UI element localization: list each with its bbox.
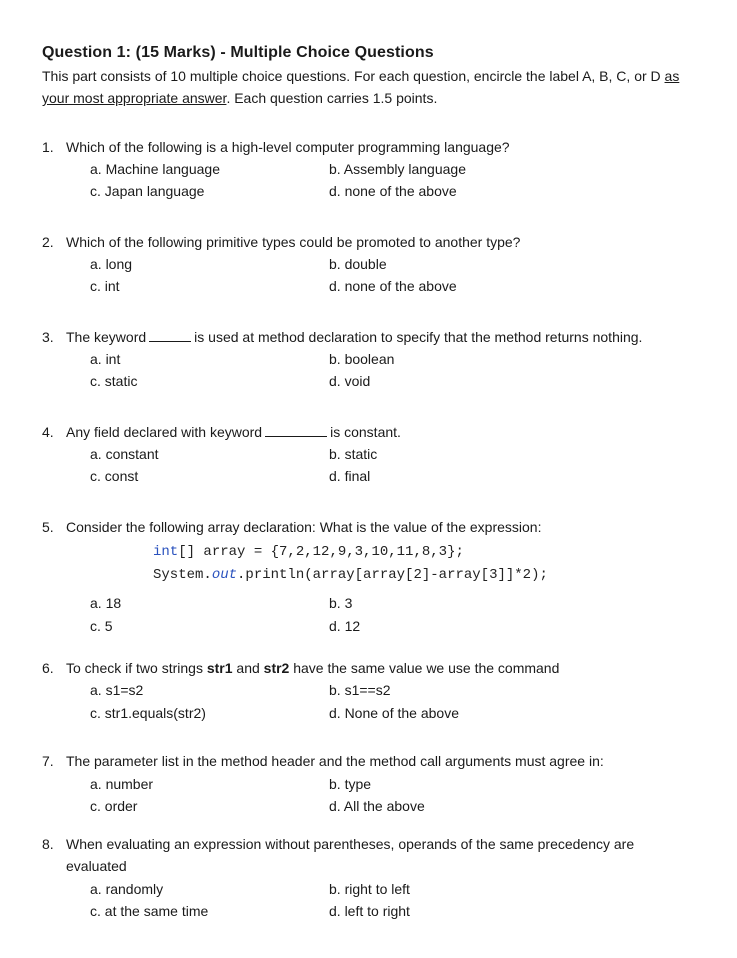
option-c[interactable]: c. const bbox=[90, 468, 139, 484]
option-a[interactable]: a. randomly bbox=[90, 881, 164, 897]
question-text: Consider the following array declaration: What is the value of the expression: bbox=[66, 519, 542, 535]
option-d[interactable]: d. none of the above bbox=[329, 183, 457, 199]
question-text-part: and bbox=[232, 660, 264, 676]
question-text-before: The keyword bbox=[66, 329, 147, 345]
question-number: 1. bbox=[42, 139, 54, 155]
code-text: System. bbox=[153, 567, 212, 583]
question-3 bbox=[42, 326, 702, 389]
question-text-after: is used at method declaration to specify that the method returns nothing. bbox=[194, 329, 643, 345]
option-d[interactable]: d. left to right bbox=[329, 903, 410, 919]
question-number: 2. bbox=[42, 234, 54, 250]
question-text: Which of the following is a high-level computer programming language? bbox=[66, 139, 510, 155]
code-text: [] array = {7,2,12,9,3,10,11,8,3}; bbox=[178, 544, 464, 560]
option-a[interactable]: a. int bbox=[90, 351, 121, 367]
section-title: Question 1: (15 Marks) - Multiple Choice Questions bbox=[42, 44, 434, 61]
option-c[interactable]: c. Japan language bbox=[90, 183, 205, 199]
option-d[interactable]: d. void bbox=[329, 373, 371, 389]
code-text: .println(array[array[2]-array[3]]*2); bbox=[237, 567, 548, 583]
question-2 bbox=[42, 231, 702, 294]
question-text-part: have the same value we use the command bbox=[289, 660, 560, 676]
question-text bbox=[66, 657, 559, 679]
code-field: out bbox=[211, 567, 238, 583]
option-a[interactable]: a. constant bbox=[90, 446, 159, 462]
option-a[interactable]: a. long bbox=[90, 256, 133, 272]
question-number: 8. bbox=[42, 836, 54, 852]
option-b[interactable]: b. 3 bbox=[329, 595, 353, 611]
question-text: When evaluating an expression without parentheses, operands of the same precedency are evaluated bbox=[66, 836, 635, 874]
question-1 bbox=[42, 136, 702, 199]
option-b[interactable]: b. right to left bbox=[329, 881, 410, 897]
option-c[interactable]: c. at the same time bbox=[90, 903, 209, 919]
question-6 bbox=[42, 657, 702, 721]
option-d[interactable]: d. 12 bbox=[329, 618, 361, 634]
question-text: Which of the following primitive types could be promoted to another type? bbox=[66, 234, 521, 250]
question-number: 7. bbox=[42, 753, 54, 769]
option-b[interactable]: b. type bbox=[329, 776, 372, 792]
option-d[interactable]: d. None of the above bbox=[329, 705, 459, 721]
option-a[interactable]: a. Machine language bbox=[90, 161, 220, 177]
question-number: 4. bbox=[42, 424, 54, 440]
option-c[interactable]: c. 5 bbox=[90, 618, 113, 634]
instructions-text: This part consists of 10 multiple choice questions. For each question, encircle the label A, B, C, or D bbox=[42, 68, 665, 84]
option-c[interactable]: c. str1.equals(str2) bbox=[90, 705, 206, 721]
question-number: 6. bbox=[42, 660, 54, 676]
instructions bbox=[42, 65, 707, 109]
question-text-after: is constant. bbox=[330, 424, 401, 440]
question-bold-term: str2 bbox=[263, 660, 290, 676]
option-c[interactable]: c. int bbox=[90, 278, 120, 294]
option-d[interactable]: d. final bbox=[329, 468, 371, 484]
option-b[interactable]: b. double bbox=[329, 256, 387, 272]
question-text: The parameter list in the method header and the method call arguments must agree in: bbox=[66, 753, 604, 769]
question-number: 5. bbox=[42, 519, 54, 535]
option-c[interactable]: c. static bbox=[90, 373, 138, 389]
option-d[interactable]: d. All the above bbox=[329, 798, 425, 814]
question-number: 3. bbox=[42, 329, 54, 345]
option-b[interactable]: b. Assembly language bbox=[329, 161, 466, 177]
code-keyword: int bbox=[153, 544, 179, 560]
answer-blank bbox=[149, 327, 191, 342]
question-4 bbox=[42, 421, 702, 484]
question-text-part: To check if two strings bbox=[66, 660, 207, 676]
option-b[interactable]: b. s1==s2 bbox=[329, 682, 391, 698]
option-c[interactable]: c. order bbox=[90, 798, 138, 814]
question-bold-term: str1 bbox=[206, 660, 233, 676]
instructions-underlined: as your most appropriate answer bbox=[42, 68, 680, 106]
code-line-2 bbox=[153, 564, 548, 586]
question-text bbox=[66, 326, 642, 348]
option-a[interactable]: a. 18 bbox=[90, 595, 122, 611]
question-text bbox=[66, 421, 401, 443]
option-a[interactable]: a. s1=s2 bbox=[90, 682, 144, 698]
option-d[interactable]: d. none of the above bbox=[329, 278, 457, 294]
question-7 bbox=[42, 750, 702, 814]
option-b[interactable]: b. static bbox=[329, 446, 378, 462]
code-line-1 bbox=[153, 541, 464, 563]
question-text-before: Any field declared with keyword bbox=[66, 424, 263, 440]
option-a[interactable]: a. number bbox=[90, 776, 154, 792]
answer-blank bbox=[265, 422, 327, 437]
instructions-text-end: . Each question carries 1.5 points. bbox=[226, 90, 438, 106]
option-b[interactable]: b. boolean bbox=[329, 351, 395, 367]
